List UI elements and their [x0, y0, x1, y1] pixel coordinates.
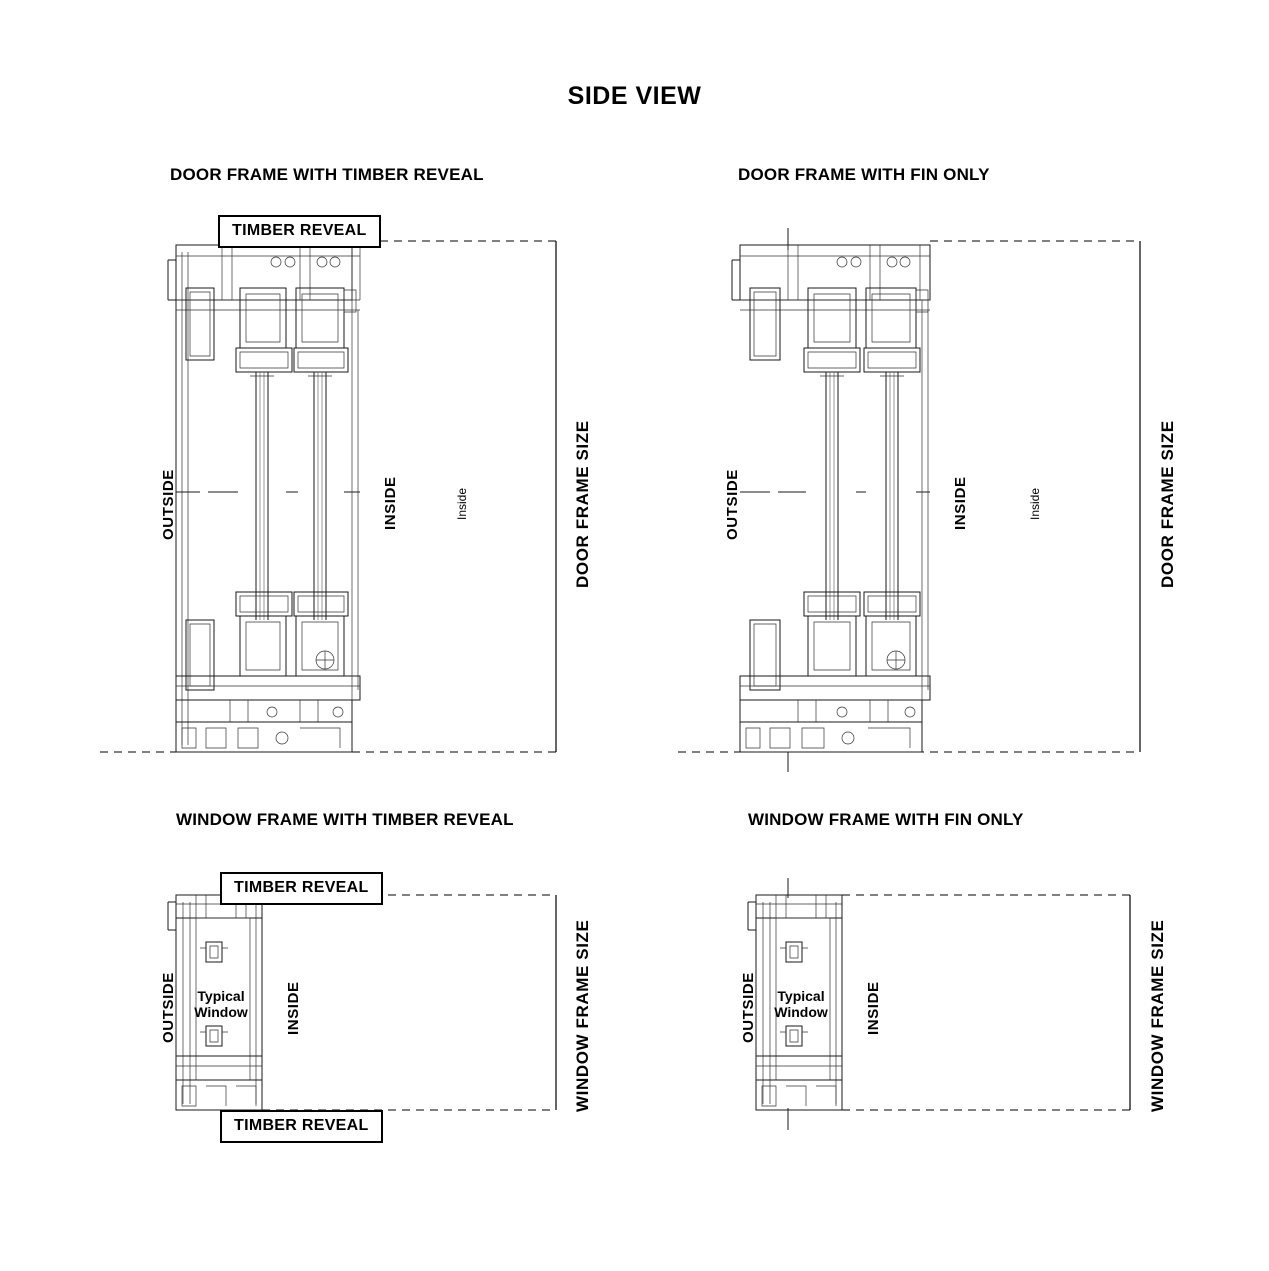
window-timber-reveal-section-drawing: [0, 790, 640, 1210]
inside-label-window-timber: INSIDE: [285, 981, 302, 1035]
panel-title-door-fin-only: DOOR FRAME WITH FIN ONLY: [738, 165, 990, 184]
outside-label-door-timber: OUTSIDE: [160, 469, 177, 540]
timber-reveal-label-door: TIMBER REVEAL: [218, 215, 381, 248]
panel-title-door-timber-reveal: DOOR FRAME WITH TIMBER REVEAL: [170, 165, 484, 184]
panel-window-timber-reveal: [0, 790, 640, 1210]
door-fin-only-section-drawing: [630, 0, 1269, 790]
panel-window-fin-only: [630, 790, 1269, 1210]
window-frame-size-label-fin: WINDOW FRAME SIZE: [1148, 919, 1167, 1112]
timber-reveal-label-window-top: TIMBER REVEAL: [220, 872, 383, 905]
inside-note-door-fin: Inside: [1028, 487, 1042, 520]
typical-window-note-line1: Typical: [197, 988, 245, 1004]
timber-reveal-label-window-bottom: TIMBER REVEAL: [220, 1110, 383, 1143]
typical-window-note-line2: Window: [194, 1004, 248, 1021]
inside-label-window-fin: INSIDE: [865, 981, 882, 1035]
panel-title-window-timber-reveal: WINDOW FRAME WITH TIMBER REVEAL: [176, 810, 514, 829]
inside-note-door-timber: Inside: [455, 487, 469, 520]
outside-label-door-fin: OUTSIDE: [724, 469, 741, 540]
window-frame-size-label-timber: WINDOW FRAME SIZE: [573, 919, 592, 1112]
window-fin-only-section-drawing: [630, 790, 1269, 1210]
panel-title-window-fin-only: WINDOW FRAME WITH FIN ONLY: [748, 810, 1024, 829]
door-frame-size-label-fin: DOOR FRAME SIZE: [1158, 420, 1177, 588]
typical-window-note-fin: [760, 988, 842, 1020]
panel-door-timber-reveal: [0, 0, 640, 790]
typical-window-note-line2: Window: [774, 1004, 828, 1021]
inside-label-door-timber: INSIDE: [382, 476, 399, 530]
page-title: SIDE VIEW: [567, 82, 702, 110]
typical-window-note-timber: [180, 988, 262, 1020]
inside-label-door-fin: INSIDE: [952, 476, 969, 530]
panel-door-fin-only: [630, 0, 1269, 790]
door-frame-size-label-timber: DOOR FRAME SIZE: [573, 420, 592, 588]
door-timber-reveal-section-drawing: [0, 0, 640, 790]
outside-label-window-fin: OUTSIDE: [740, 972, 757, 1043]
typical-window-note-line1: Typical: [777, 988, 825, 1004]
outside-label-window-timber: OUTSIDE: [160, 972, 177, 1043]
